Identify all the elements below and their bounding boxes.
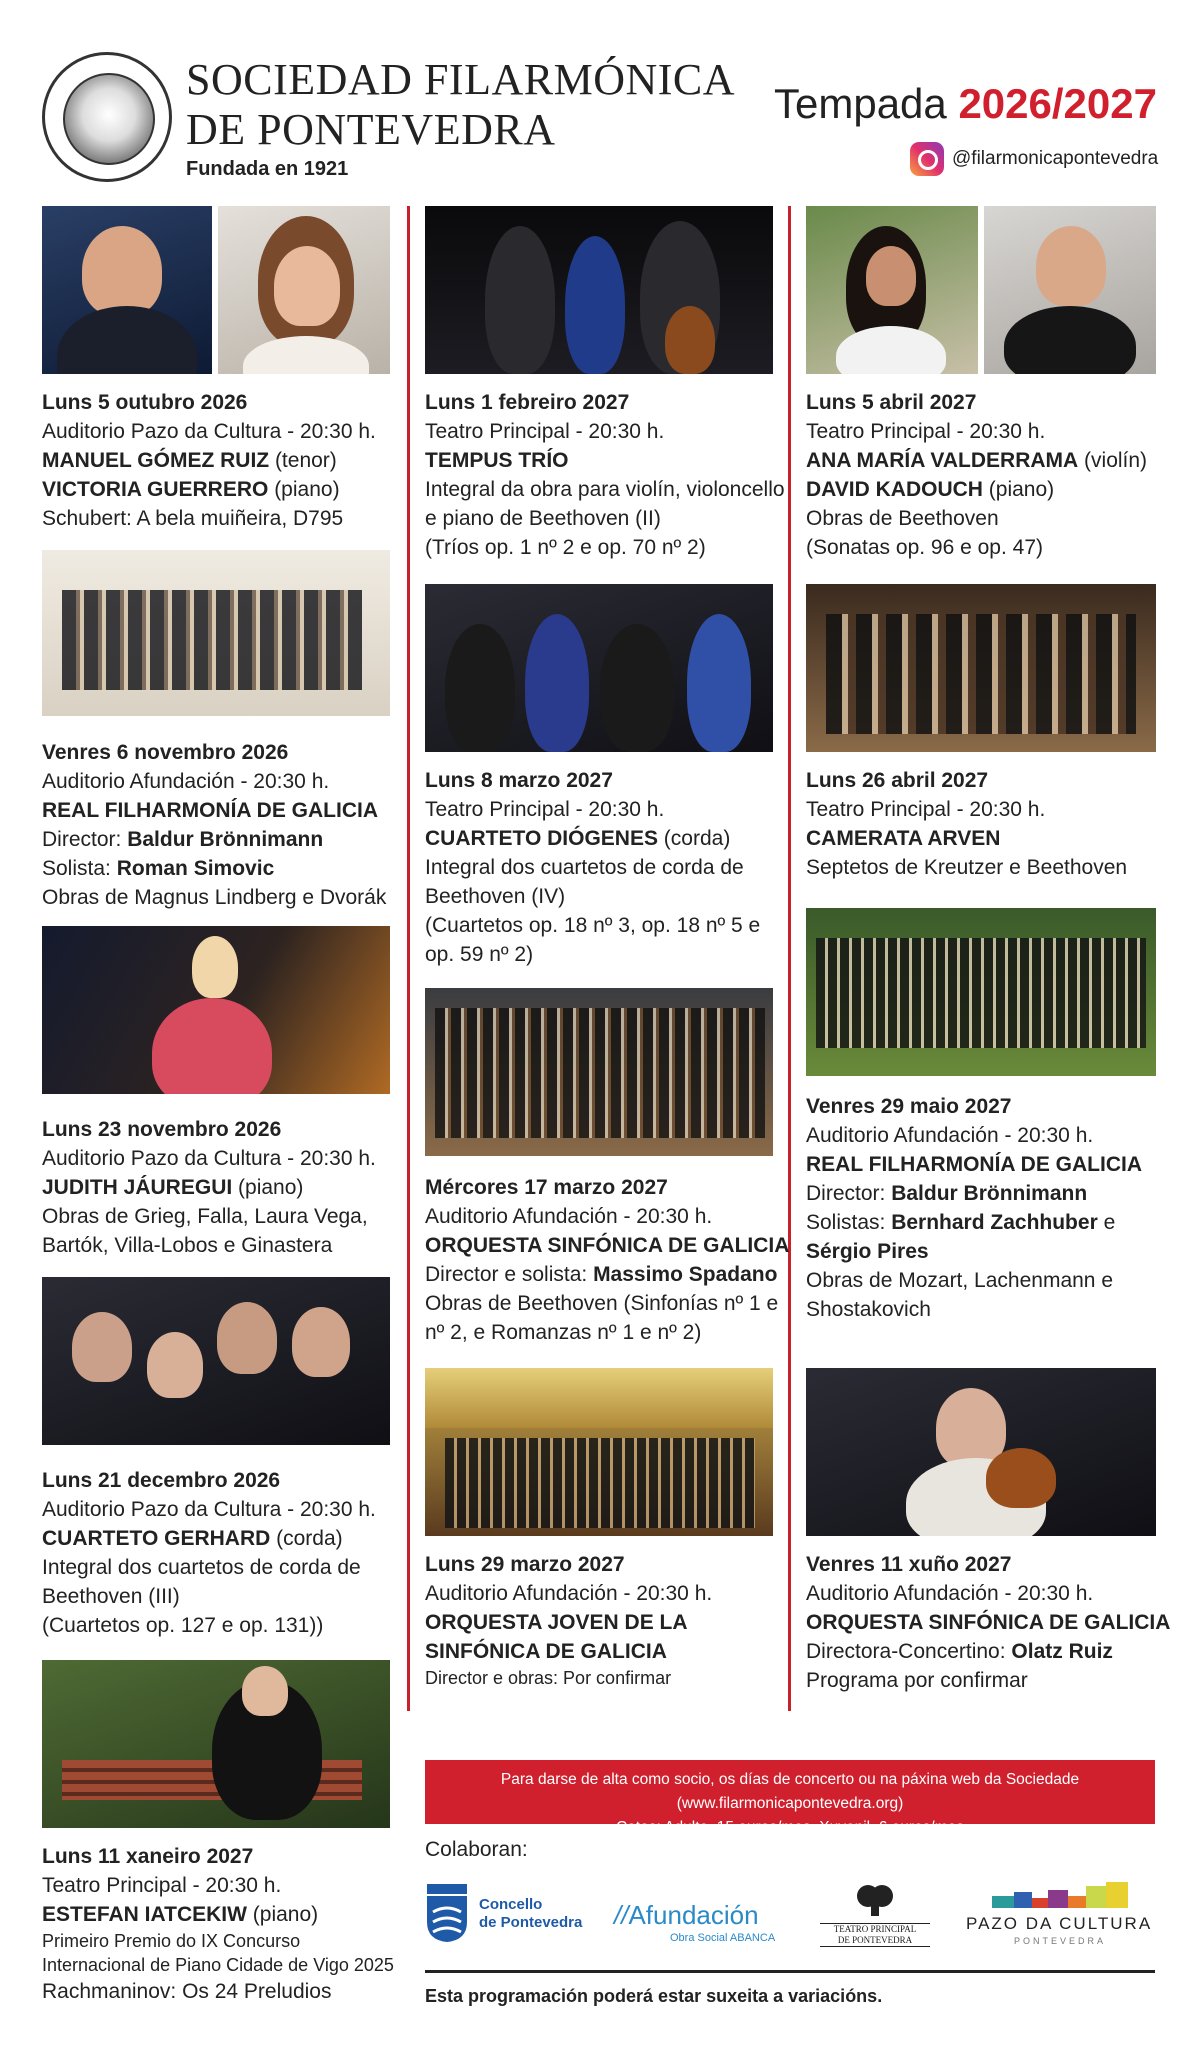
pazo-cultura-logo [966, 1882, 1156, 1952]
afundacion-logo: //Afundación Obra Social ABANCA [614, 1900, 776, 1944]
event-5-abril [806, 388, 1147, 562]
program-text: (Cuartetos op. 127 e op. 131)) [42, 1614, 324, 1637]
event-5-outubro [42, 388, 376, 533]
photo-orquesta-sinfonica [425, 988, 773, 1156]
performer-name: ESTEFAN IATCEKIW [42, 1903, 247, 1926]
event-11-xaneiro [42, 1842, 394, 2006]
event-date: Venres 29 maio 2027 [806, 1095, 1012, 1118]
event-17-marzo [425, 1173, 789, 1347]
event-date: Luns 8 marzo 2027 [425, 769, 613, 792]
teatro-name-1: TEATRO PRINCIPAL [833, 1924, 917, 1934]
afundacion-name: Afundación [628, 1900, 759, 1930]
photo-kadouch [984, 206, 1156, 374]
role-label: Director: [806, 1182, 892, 1205]
photo-cuarteto-diogenes [425, 584, 773, 752]
event-23-novembro [42, 1115, 376, 1260]
event-29-marzo [425, 1550, 712, 1690]
event-venue: Auditorio Pazo da Cultura - 20:30 h. [42, 1498, 376, 1521]
photo-tempus-trio [425, 206, 773, 374]
event-date: Luns 23 novembro 2026 [42, 1118, 282, 1141]
performer-name: JUDITH JÁUREGUI [42, 1176, 233, 1199]
pazo-color-blocks-icon [992, 1882, 1142, 1910]
program-text: Obras de Mozart, Lachenmann e [806, 1269, 1114, 1292]
performer-name: CUARTETO GERHARD [42, 1527, 271, 1550]
concello-name-1: Concello [479, 1896, 543, 1913]
event-date: Luns 21 decembro 2026 [42, 1469, 281, 1492]
performer-role: (piano) [268, 478, 340, 501]
afundacion-subtitle: Obra Social ABANCA [670, 1932, 776, 1944]
org-name-line1: SOCIEDAD FILARMÓNICA [186, 55, 736, 104]
photo-orquesta-joven [425, 1368, 773, 1536]
society-seal-logo [42, 52, 172, 182]
event-date: Luns 5 outubro 2026 [42, 391, 248, 414]
program-text: Obras de Beethoven (Sinfonías nº 1 e [425, 1292, 779, 1315]
concello-pontevedra-logo [425, 1882, 595, 1948]
event-venue: Auditorio Afundación - 20:30 h. [425, 1582, 713, 1605]
performer-name: DAVID KADOUCH [806, 478, 983, 501]
program-text: (Tríos op. 1 nº 2 e op. 70 nº 2) [425, 536, 706, 559]
performer-role: (corda) [657, 827, 731, 850]
event-venue: Auditorio Afundación - 20:30 h. [806, 1582, 1094, 1605]
performer-role: (corda) [270, 1527, 343, 1550]
collaborators-label: Colaboran: [425, 1838, 528, 1861]
teatro-principal-logo [820, 1882, 930, 1952]
director-name: Olatz Ruiz [1011, 1640, 1113, 1663]
teatro-name-2: DE PONTEVEDRA [837, 1935, 913, 1945]
program-text: Rachmaninov: Os 24 Preludios [42, 1980, 332, 2003]
program-text: Director e obras: Por confirmar [425, 1668, 672, 1688]
performer-name: ORQUESTA JOVEN DE LA [425, 1611, 688, 1634]
event-26-abril [806, 766, 1127, 882]
director-name: Baldur Brönnimann [891, 1182, 1088, 1205]
program-text: Shostakovich [806, 1298, 931, 1321]
photo-valderrama [806, 206, 978, 374]
director-name: Massimo Spadano [593, 1263, 778, 1286]
membership-note: Para darse de alta como socio, os días de concerto ou na páxina web da Sociedade (www.filarmonicapontevedra.org) [500, 1771, 1080, 1812]
event-date: Luns 29 marzo 2027 [425, 1553, 625, 1576]
event-venue: Teatro Principal - 20:30 h. [42, 1874, 282, 1897]
conjunction: e [1097, 1211, 1116, 1234]
program-text: Internacional de Piano Cidade de Vigo 2025 [42, 1955, 394, 1975]
photo-real-filharmonia [42, 550, 390, 716]
event-venue: Teatro Principal - 20:30 h. [425, 798, 665, 821]
performer-role: (violín) [1078, 449, 1148, 472]
soloist-name: Bernhard Zachhuber [891, 1211, 1098, 1234]
photo-tenor [42, 206, 212, 374]
event-date: Luns 1 febreiro 2027 [425, 391, 630, 414]
event-date: Luns 26 abril 2027 [806, 769, 989, 792]
pazo-subtitle: PONTEVEDRA [1014, 1936, 1107, 1946]
event-date: Luns 11 xaneiro 2027 [42, 1845, 254, 1868]
membership-banner [425, 1760, 1155, 1836]
program-text: Obras de Magnus Lindberg e Dvorák [42, 886, 387, 909]
event-venue: Teatro Principal - 20:30 h. [425, 420, 665, 443]
performer-role: (piano) [246, 1903, 319, 1926]
season-title: Tempada 2026/2027 [774, 80, 1157, 127]
event-venue: Auditorio Pazo da Cultura - 20:30 h. [42, 420, 376, 443]
performer-role: (piano) [232, 1176, 304, 1199]
instagram-icon[interactable] [910, 142, 944, 176]
instagram-handle[interactable]: @filarmonicapontevedra [952, 148, 1159, 169]
performer-name: TEMPUS TRÍO [425, 449, 569, 472]
event-date: Venres 6 novembro 2026 [42, 741, 289, 764]
performer-name: REAL FILHARMONÍA DE GALICIA [806, 1153, 1142, 1176]
role-label: Director e solista: [425, 1263, 594, 1286]
program-text: Primeiro Premio do IX Concurso [42, 1931, 301, 1951]
photo-camerata-arven [806, 584, 1156, 752]
pazo-name: PAZO DA CULTURA [966, 1914, 1153, 1933]
performer-name: REAL FILHARMONÍA DE GALICIA [42, 799, 378, 822]
event-21-decembro [42, 1466, 376, 1640]
photo-judith [42, 926, 390, 1094]
photo-real-filharmonia-2 [806, 908, 1156, 1076]
founded-text: Fundada en 1921 [186, 158, 349, 180]
soloist-name: Sérgio Pires [806, 1240, 929, 1263]
event-venue: Teatro Principal - 20:30 h. [806, 798, 1046, 821]
column-divider-left [407, 206, 410, 1711]
performer-name: ORQUESTA SINFÓNICA DE GALICIA [806, 1611, 1171, 1634]
program-text: Programa por confirmar [806, 1669, 1028, 1692]
program-text: Integral dos cuartetos de corda de [425, 856, 744, 879]
performer-name: MANUEL GÓMEZ RUIZ [42, 449, 270, 472]
event-1-febreiro [425, 388, 785, 562]
program-text: Septetos de Kreutzer e Beethoven [806, 856, 1128, 879]
program-text: Beethoven (III) [42, 1585, 180, 1608]
program-text: Obras de Beethoven [806, 507, 999, 530]
teatro-masks-icon [855, 1882, 895, 1918]
program-text: Obras de Grieg, Falla, Laura Vega, [42, 1205, 368, 1228]
program-text: Integral da obra para violín, violoncello [425, 478, 785, 501]
performer-name: CUARTETO DIÓGENES [425, 827, 658, 850]
performer-name: ANA MARÍA VALDERRAMA [806, 449, 1079, 472]
disclaimer-text: Esta programación poderá estar suxeita a variacións. [425, 1986, 883, 2006]
event-11-xuno [806, 1550, 1170, 1695]
photo-olatz-ruiz [806, 1368, 1156, 1536]
photo-cuarteto-gerhard [42, 1277, 390, 1445]
program-text: op. 59 nº 2) [425, 943, 534, 966]
event-date: Mércores 17 marzo 2027 [425, 1176, 668, 1199]
program-text: Integral dos cuartetos de corda de [42, 1556, 361, 1579]
role-label: Directora-Concertino: [806, 1640, 1012, 1663]
event-venue: Auditorio Afundación - 20:30 h. [806, 1124, 1094, 1147]
program-text: Bartók, Villa-Lobos e Ginastera [42, 1234, 333, 1257]
performer-name: ORQUESTA SINFÓNICA DE GALICIA [425, 1234, 790, 1257]
role-label: Solista: [42, 857, 117, 880]
event-29-maio [806, 1092, 1142, 1324]
director-name: Baldur Brönnimann [127, 828, 324, 851]
concello-name-2: de Pontevedra [479, 1914, 583, 1931]
program-text: Beethoven (IV) [425, 885, 566, 908]
column-divider-right [788, 206, 791, 1711]
soloist-name: Roman Simovic [116, 857, 275, 880]
event-8-marzo [425, 766, 760, 969]
role-label: Solistas: [806, 1211, 892, 1234]
event-date: Venres 11 xuño 2027 [806, 1553, 1012, 1576]
event-venue: Auditorio Afundación - 20:30 h. [42, 770, 330, 793]
program-text: e piano de Beethoven (II) [425, 507, 661, 530]
program-text: Schubert: A bela muiñeira, D795 [42, 507, 344, 530]
performer-name: CAMERATA ARVEN [806, 827, 1001, 850]
footer-divider [425, 1970, 1155, 1973]
event-6-novembro [42, 738, 386, 912]
concello-shield-icon [425, 1882, 469, 1944]
performer-role: (tenor) [269, 449, 337, 472]
program-text: (Cuartetos op. 18 nº 3, op. 18 nº 5 e [425, 914, 761, 937]
performer-name: SINFÓNICA DE GALICIA [425, 1640, 667, 1663]
membership-fees: Cotas: Adulto, 15 euros/mes. Xuvenil, 6 euros/mes [615, 1819, 965, 1836]
event-venue: Teatro Principal - 20:30 h. [806, 420, 1046, 443]
role-label: Director: [42, 828, 128, 851]
photo-pianist [218, 206, 390, 374]
program-text: nº 2, e Romanzas nº 1 e nº 2) [425, 1321, 702, 1344]
event-venue: Auditorio Pazo da Cultura - 20:30 h. [42, 1147, 376, 1170]
photo-estefan [42, 1660, 390, 1828]
performer-role: (piano) [982, 478, 1055, 501]
event-venue: Auditorio Afundación - 20:30 h. [425, 1205, 713, 1228]
event-date: Luns 5 abril 2027 [806, 391, 977, 414]
performer-name: VICTORIA GUERRERO [42, 478, 269, 501]
org-name-line2: DE PONTEVEDRA [186, 105, 556, 154]
program-text: (Sonatas op. 96 e op. 47) [806, 536, 1043, 559]
